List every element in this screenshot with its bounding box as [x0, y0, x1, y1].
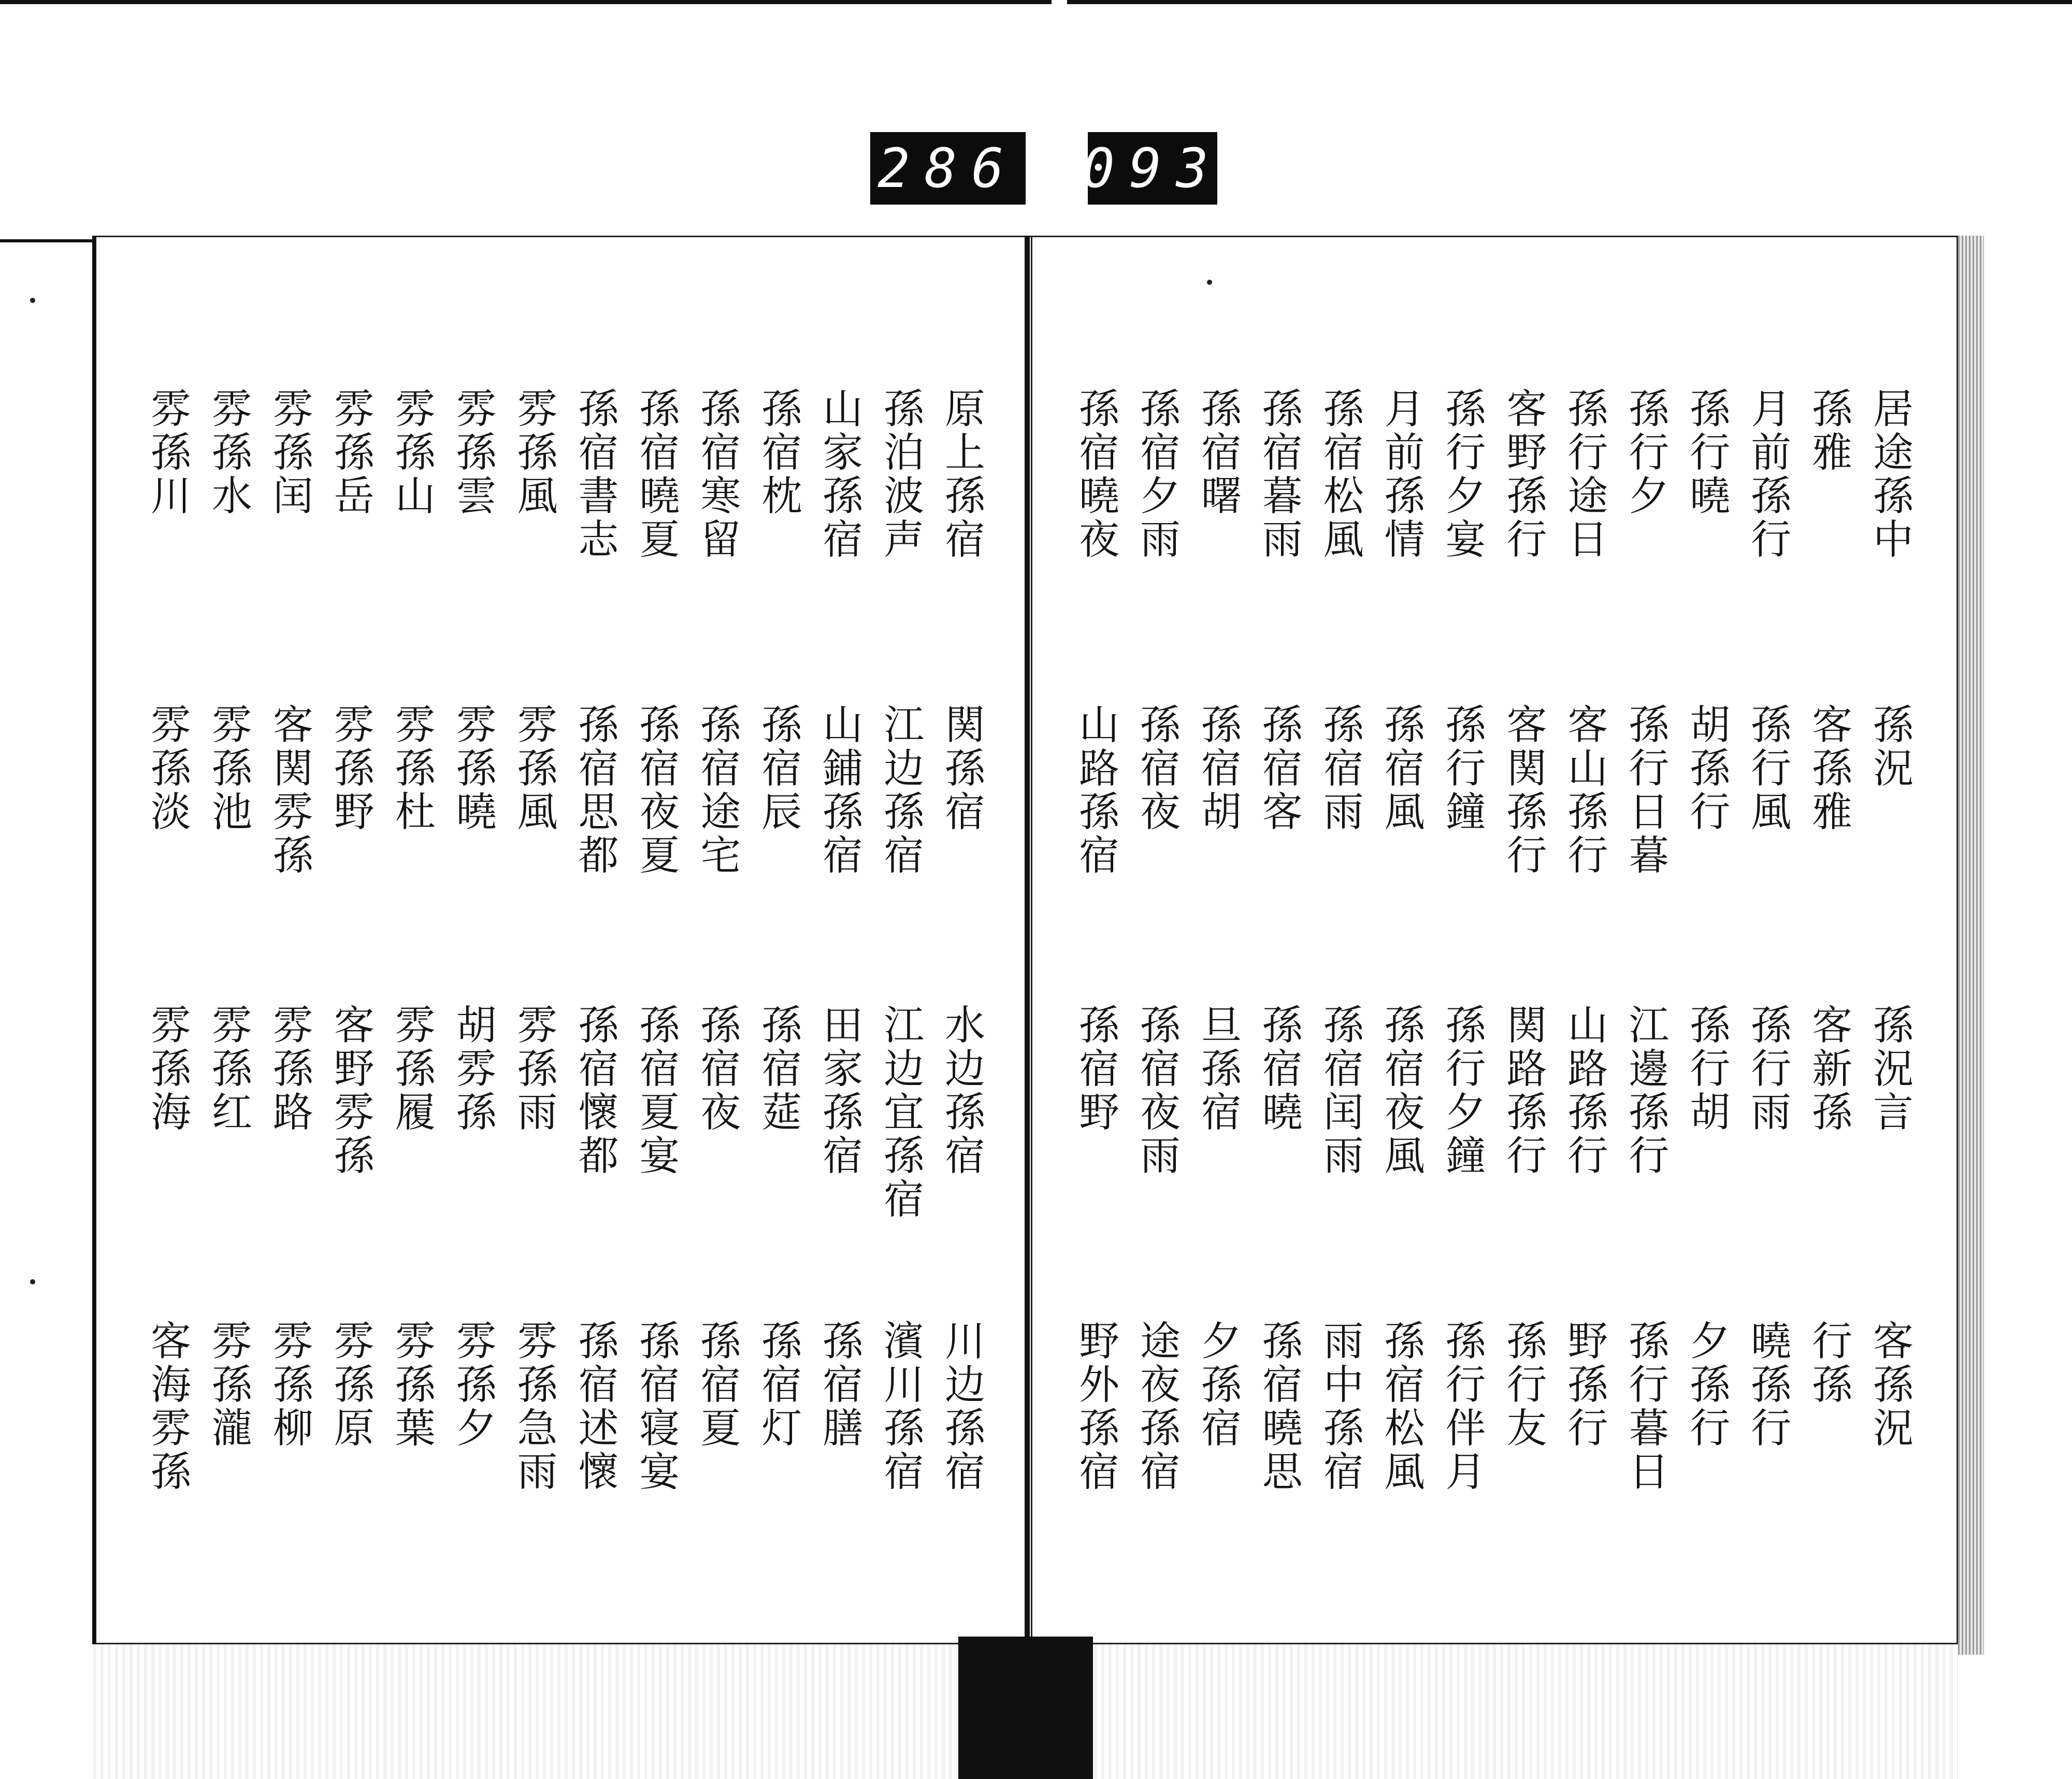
entry-text: 孫宿思都: [571, 703, 618, 877]
entry-text: 雰孫川: [144, 387, 191, 518]
entry-text: 客孫況: [1866, 1320, 1913, 1450]
entry-text: 孫宿夜風: [1377, 1004, 1424, 1178]
entry-text: 雰孫履: [388, 1004, 435, 1134]
entry-text: 客新孫: [1805, 1004, 1852, 1134]
entry-text: 孫宿辰: [755, 703, 802, 834]
entry-text: 客野孫行: [1500, 387, 1547, 561]
entry-text: 孫況言: [1866, 1004, 1913, 1134]
entry-text: 孫宿夜雨: [1133, 1004, 1180, 1178]
entry-text: 雰孫岳: [327, 387, 374, 518]
entry-text: 孫宿雨: [1316, 703, 1363, 834]
entry-text: 雰孫夕: [449, 1320, 496, 1450]
entry-text: 孫宿曙: [1194, 387, 1241, 518]
entry-text: 孫宿曉: [1255, 1004, 1302, 1134]
entry-text: 孫宿松風: [1377, 1320, 1424, 1494]
entry-text: 孫行風: [1744, 703, 1791, 834]
entry-text: 客山孫行: [1561, 703, 1608, 877]
entry-text: 関路孫行: [1500, 1004, 1547, 1178]
entry-text: 胡雰孫: [449, 1004, 496, 1134]
entry-text: 孫宿書志: [571, 387, 618, 561]
entry-text: 孫行鐘: [1438, 703, 1486, 834]
entry-text: 雰孫淡: [144, 703, 191, 834]
right-page: [1031, 236, 1958, 1644]
entry-text: 孫宿夏: [694, 1320, 741, 1450]
right-page-row-3: [1032, 1004, 1956, 1294]
entry-text: 雰孫路: [266, 1004, 313, 1134]
entry-text: 孫況: [1866, 703, 1913, 790]
entry-text: 孫行日暮: [1622, 703, 1669, 877]
sheet-number-label: 093: [1088, 132, 1217, 205]
entry-text: 孫行伴月: [1438, 1320, 1486, 1494]
left-page-row-2: [96, 703, 1031, 993]
entry-text: 雰孫風: [510, 387, 557, 518]
entry-text: 孫行胡: [1683, 1004, 1730, 1134]
entry-text: 孫宿夜夏: [632, 703, 680, 877]
entry-text: 孫宿枕: [755, 387, 802, 518]
entry-text: 孫宿夜: [1133, 703, 1180, 834]
entry-text: 雰孫杜: [388, 703, 435, 834]
entry-text: 孫宿懷都: [571, 1004, 618, 1178]
entry-text: 孫宿曉思: [1255, 1320, 1302, 1494]
entry-text: 行孫: [1805, 1320, 1852, 1407]
top-rule-right: [1067, 0, 2072, 4]
entry-text: 孫宿夜: [694, 1004, 741, 1134]
entry-text: 雰孫雨: [510, 1004, 557, 1134]
entry-text: 濱川孫宿: [877, 1320, 924, 1494]
entry-text: 孫行暮日: [1622, 1320, 1669, 1494]
left-page-entries: [96, 237, 1031, 1643]
entry-text: 夕孫宿: [1194, 1320, 1241, 1450]
entry-text: 客孫雅: [1805, 703, 1852, 834]
entry-text: 孫宿寝宴: [632, 1320, 680, 1494]
entry-text: 江边孫宿: [877, 703, 924, 877]
left-page-row-4: [96, 1320, 1031, 1610]
entry-text: 孫行雨: [1744, 1004, 1791, 1134]
entry-text: 孫宿寒留: [694, 387, 741, 561]
entry-text: 雰孫池: [205, 703, 252, 834]
entry-text: 雰孫瀧: [205, 1320, 252, 1450]
entry-text: 旦孫宿: [1194, 1004, 1241, 1134]
entry-text: 居途孫中: [1866, 387, 1913, 561]
scan-speck: [30, 1279, 35, 1284]
entry-text: 孫行友: [1500, 1320, 1547, 1450]
facing-page-fragment: [0, 239, 92, 1658]
entry-text: 途夜孫宿: [1133, 1320, 1180, 1494]
right-page-row-2: [1032, 703, 1956, 993]
entry-text: 孫宿野: [1072, 1004, 1119, 1134]
left-page-row-3: [96, 1004, 1031, 1294]
entry-text: 客関孫行: [1500, 703, 1547, 877]
entry-text: 孫宿莚: [755, 1004, 802, 1134]
entry-text: 月前孫情: [1377, 387, 1424, 561]
entry-text: 孫宿夏宴: [632, 1004, 680, 1178]
entry-text: 雰孫闰: [266, 387, 313, 518]
entry-text: 田家孫宿: [816, 1004, 863, 1178]
entry-text: 夕孫行: [1683, 1320, 1730, 1450]
entry-text: 山家孫宿: [816, 387, 863, 561]
entry-text: 月前孫行: [1744, 387, 1791, 561]
page-stack-edges: [1958, 236, 1984, 1655]
entry-text: 山鋪孫宿: [816, 703, 863, 877]
entry-text: 孫宿灯: [755, 1320, 802, 1450]
entry-text: 客関雰孫: [266, 703, 313, 877]
entry-text: 孫行夕宴: [1438, 387, 1486, 561]
right-page-row-1: [1032, 387, 1956, 677]
left-page: [92, 236, 1032, 1644]
right-page-row-4: [1032, 1320, 1956, 1610]
entry-text: 孫行夕鐘: [1438, 1004, 1486, 1178]
entry-text: 雰孫海: [144, 1004, 191, 1134]
entry-text: 孫宿闰雨: [1316, 1004, 1363, 1178]
entry-text: 孫宿胡: [1194, 703, 1241, 834]
scan-speck: [1207, 280, 1212, 285]
entry-text: 雰孫風: [510, 703, 557, 834]
entry-text: 胡孫行: [1683, 703, 1730, 834]
entry-text: 孫宿客: [1255, 703, 1302, 834]
entry-text: 川边孫宿: [938, 1320, 985, 1494]
entry-text: 雰孫山: [388, 387, 435, 518]
entry-text: 関孫宿: [938, 703, 985, 834]
entry-text: 孫泊波声: [877, 387, 924, 561]
right-page-entries: [1032, 237, 1956, 1643]
entry-text: 野孫行: [1561, 1320, 1608, 1450]
entry-text: 孫行夕: [1622, 387, 1669, 518]
entry-text: 客海雰孫: [144, 1320, 191, 1494]
entry-text: 孫宿曉夜: [1072, 387, 1119, 561]
entry-text: 孫宿膳: [816, 1320, 863, 1450]
entry-text: 野外孫宿: [1072, 1320, 1119, 1494]
entry-text: 孫宿曉夏: [632, 387, 680, 561]
entry-text: 原上孫宿: [938, 387, 985, 561]
top-rule-left: [0, 0, 1052, 4]
entry-text: 雰孫红: [205, 1004, 252, 1134]
entry-text: 山路孫行: [1561, 1004, 1608, 1178]
entry-text: 雨中孫宿: [1316, 1320, 1363, 1494]
entry-text: 雰孫原: [327, 1320, 374, 1450]
entry-text: 孫宿松風: [1316, 387, 1363, 561]
entry-text: 曉孫行: [1744, 1320, 1791, 1450]
entry-text: 雰孫水: [205, 387, 252, 518]
entry-text: 孫宿述懷: [571, 1320, 618, 1494]
entry-text: 水边孫宿: [938, 1004, 985, 1178]
entry-text: 山路孫宿: [1072, 703, 1119, 877]
book-spine: [1025, 236, 1030, 1650]
left-page-row-1: [96, 387, 1031, 677]
entry-text: 孫宿風: [1377, 703, 1424, 834]
entry-text: 客野雰孫: [327, 1004, 374, 1178]
entry-text: 雰孫葉: [388, 1320, 435, 1450]
frame-number-label: 286: [870, 132, 1026, 205]
scan-shadow: [958, 1637, 1093, 1779]
entry-text: 雰孫急雨: [510, 1320, 557, 1494]
entry-text: 雰孫雲: [449, 387, 496, 518]
entry-text: 孫宿夕雨: [1133, 387, 1180, 561]
entry-text: 孫行途日: [1561, 387, 1608, 561]
entry-text: 江邊孫行: [1622, 1004, 1669, 1178]
entry-text: 孫行曉: [1683, 387, 1730, 518]
entry-text: 雰孫曉: [449, 703, 496, 834]
entry-text: 江边宜孫宿: [877, 1004, 924, 1221]
scan-speck: [30, 298, 35, 303]
entry-text: 雰孫野: [327, 703, 374, 834]
entry-text: 雰孫柳: [266, 1320, 313, 1450]
entry-text: 孫宿途宅: [694, 703, 741, 877]
entry-text: 孫宿暮雨: [1255, 387, 1302, 561]
entry-text: 孫雅: [1805, 387, 1852, 474]
